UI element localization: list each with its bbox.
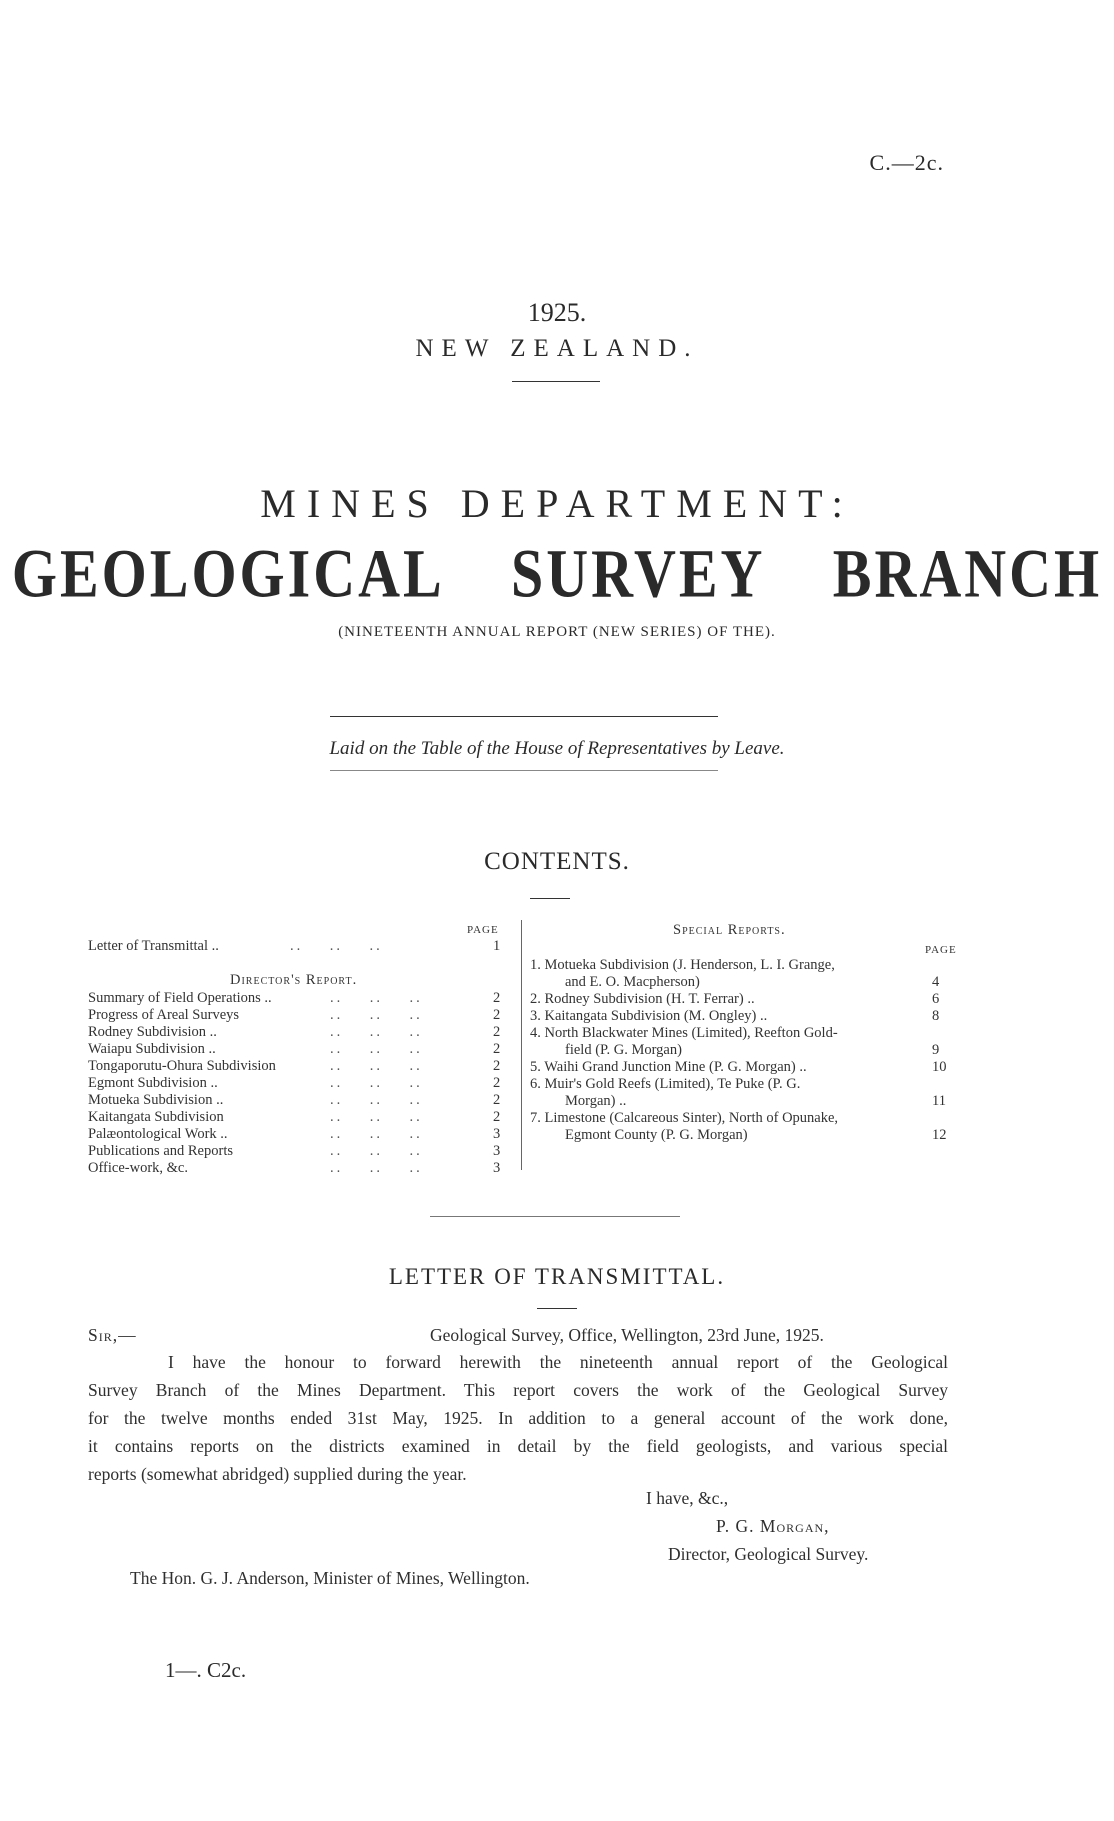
toc-entry-dots: .. .. .. — [330, 1007, 423, 1023]
divider — [330, 716, 718, 717]
toc-entry-page: 2 — [493, 990, 501, 1006]
toc-entry-page: 6 — [932, 991, 940, 1007]
toc-entry-label: Motueka Subdivision .. — [88, 1092, 224, 1108]
toc-entry-dots: .. .. .. — [330, 1075, 423, 1091]
toc-entry-label: Kaitangata Subdivision — [88, 1109, 224, 1125]
toc-entry-label: Publications and Reports — [88, 1143, 233, 1159]
toc-entry-page: 3 — [493, 1126, 501, 1142]
department-heading: MINES DEPARTMENT: — [260, 481, 854, 526]
toc-entry — [88, 1143, 233, 1160]
letter-signature-title: Director, Geological Survey. — [668, 1544, 869, 1564]
toc-entry-page: 10 — [932, 1059, 947, 1075]
toc-entry-label: Egmont Subdivision .. — [88, 1075, 218, 1091]
toc-entry-dots: .. .. .. — [330, 1024, 423, 1040]
toc-special-entry: 2. Rodney Subdivision (H. T. Ferrar) .. — [530, 991, 755, 1007]
toc-entry-dots: .. .. .. — [330, 990, 423, 1006]
letter-salutation: Sir,— — [88, 1325, 137, 1345]
letter-signature: P. G. Morgan, — [716, 1516, 830, 1536]
branch-heading: GEOLOGICAL SURVEY BRANCH — [11, 535, 1103, 612]
toc-entry-page: 2 — [493, 1041, 501, 1057]
column-divider — [521, 920, 522, 1170]
divider — [430, 1216, 680, 1217]
toc-entry-page: 2 — [493, 1024, 501, 1040]
toc-entry-page: 2 — [493, 1075, 501, 1091]
letter-address: Geological Survey, Office, Wellington, 23rd June, 1925. — [430, 1325, 824, 1345]
letter-closing: I have, &c., — [646, 1488, 729, 1508]
toc-special-entry: 6. Muir's Gold Reefs (Limited), Te Puke (P. G. — [530, 1076, 801, 1092]
toc-special-entry-cont: and E. O. Macpherson) — [565, 974, 700, 990]
letter-line: reports (somewhat abridged) supplied during the year. — [88, 1464, 467, 1484]
toc-entry-dots: .. .. .. — [290, 938, 383, 954]
toc-entry-page: 2 — [493, 1109, 501, 1125]
divider — [537, 1308, 577, 1309]
letter-line: it contains reports on the districts examined in detail by the field geologists, and various special — [88, 1436, 948, 1456]
letter-addressee: The Hon. G. J. Anderson, Minister of Mines, Wellington. — [130, 1568, 530, 1588]
toc-entry-page: 12 — [932, 1127, 947, 1143]
toc-entry — [88, 1075, 218, 1092]
toc-entry-page: 2 — [493, 1007, 501, 1023]
toc-special-entry: 5. Waihi Grand Junction Mine (P. G. Morgan) .. — [530, 1059, 807, 1075]
toc-special-entry-cont: Morgan) .. — [565, 1093, 627, 1109]
toc-entry-dots: .. .. .. — [330, 1092, 423, 1108]
toc-entry-page: 9 — [932, 1042, 940, 1058]
contents-heading: CONTENTS. — [484, 848, 630, 875]
page-column-label: PAGE — [467, 924, 499, 936]
toc-special-entry-cont: Egmont County (P. G. Morgan) — [565, 1127, 748, 1143]
toc-special-entry: 4. North Blackwater Mines (Limited), Reefton Gold- — [530, 1025, 838, 1041]
toc-entry-label: Office-work, &c. — [88, 1160, 188, 1176]
toc-entry-label: Summary of Field Operations .. — [88, 990, 272, 1006]
toc-entry-page: 2 — [493, 1092, 501, 1108]
footer-reference: 1—. C2c. — [165, 1658, 247, 1682]
toc-entry — [88, 938, 219, 955]
toc-entry-label: Waiapu Subdivision .. — [88, 1041, 216, 1057]
report-subtitle: (NINETEENTH ANNUAL REPORT (NEW SERIES) OF THE). — [338, 624, 776, 640]
toc-entry — [88, 1160, 188, 1177]
divider — [512, 381, 600, 382]
toc-entry — [88, 1041, 216, 1058]
toc-entry-dots: .. .. .. — [330, 1109, 423, 1125]
toc-special-entry-cont: field (P. G. Morgan) — [565, 1042, 682, 1058]
country-heading: NEW ZEALAND. — [415, 335, 699, 362]
toc-special-entry: 7. Limestone (Calcareous Sinter), North of Opunake, — [530, 1110, 839, 1126]
toc-special-entry: 3. Kaitangata Subdivision (M. Ongley) .. — [530, 1008, 768, 1024]
toc-section-heading: Special Reports. — [673, 922, 786, 938]
toc-entry-label: Tongaporutu-Ohura Subdivision — [88, 1058, 276, 1074]
toc-entry-page: 8 — [932, 1008, 940, 1024]
toc-entry-page: 2 — [493, 1058, 501, 1074]
letter-line: Survey Branch of the Mines Department. This report covers the work of the Geological Survey — [88, 1380, 948, 1400]
toc-entry — [88, 1024, 217, 1041]
toc-entry — [88, 1007, 239, 1024]
document-reference: C.—2c. — [869, 150, 944, 175]
toc-entry-page: 3 — [493, 1160, 501, 1176]
toc-special-entry: 1. Motueka Subdivision (J. Henderson, L. I. Grange, — [530, 957, 835, 973]
toc-entry-dots: .. .. .. — [330, 1160, 423, 1176]
laid-notice: Laid on the Table of the House of Representatives by Leave. — [329, 738, 785, 759]
letter-heading: LETTER OF TRANSMITTAL. — [388, 1264, 726, 1289]
toc-entry — [88, 1126, 228, 1143]
toc-entry-page: 3 — [493, 1143, 501, 1159]
toc-entry-dots: .. .. .. — [330, 1058, 423, 1074]
toc-entry-dots: .. .. .. — [330, 1143, 423, 1159]
toc-entry — [88, 1109, 224, 1126]
toc-entry — [88, 1058, 276, 1075]
page-column-label: PAGE — [925, 944, 957, 956]
toc-entry — [88, 990, 272, 1007]
letter-line: for the twelve months ended 31st May, 1925. In addition to a general account of the work done, — [88, 1408, 948, 1428]
toc-entry-page: 11 — [932, 1093, 946, 1109]
toc-section-heading: Director's Report. — [230, 972, 358, 988]
letter-line: I have the honour to forward herewith the nineteenth annual report of the Geological — [168, 1352, 948, 1372]
divider — [330, 770, 718, 771]
toc-entry-label: Letter of Transmittal .. — [88, 938, 219, 954]
toc-entry-label: Palæontological Work .. — [88, 1126, 228, 1142]
toc-entry — [88, 1092, 223, 1109]
toc-entry-page: 1 — [493, 938, 501, 954]
toc-entry-page: 4 — [932, 974, 940, 990]
report-year: 1925. — [527, 298, 587, 327]
toc-entry-label: Progress of Areal Surveys — [88, 1007, 240, 1023]
toc-entry-label: Rodney Subdivision .. — [88, 1024, 217, 1040]
divider — [530, 898, 570, 899]
toc-entry-dots: .. .. .. — [330, 1126, 423, 1142]
toc-entry-dots: .. .. .. — [330, 1041, 423, 1057]
